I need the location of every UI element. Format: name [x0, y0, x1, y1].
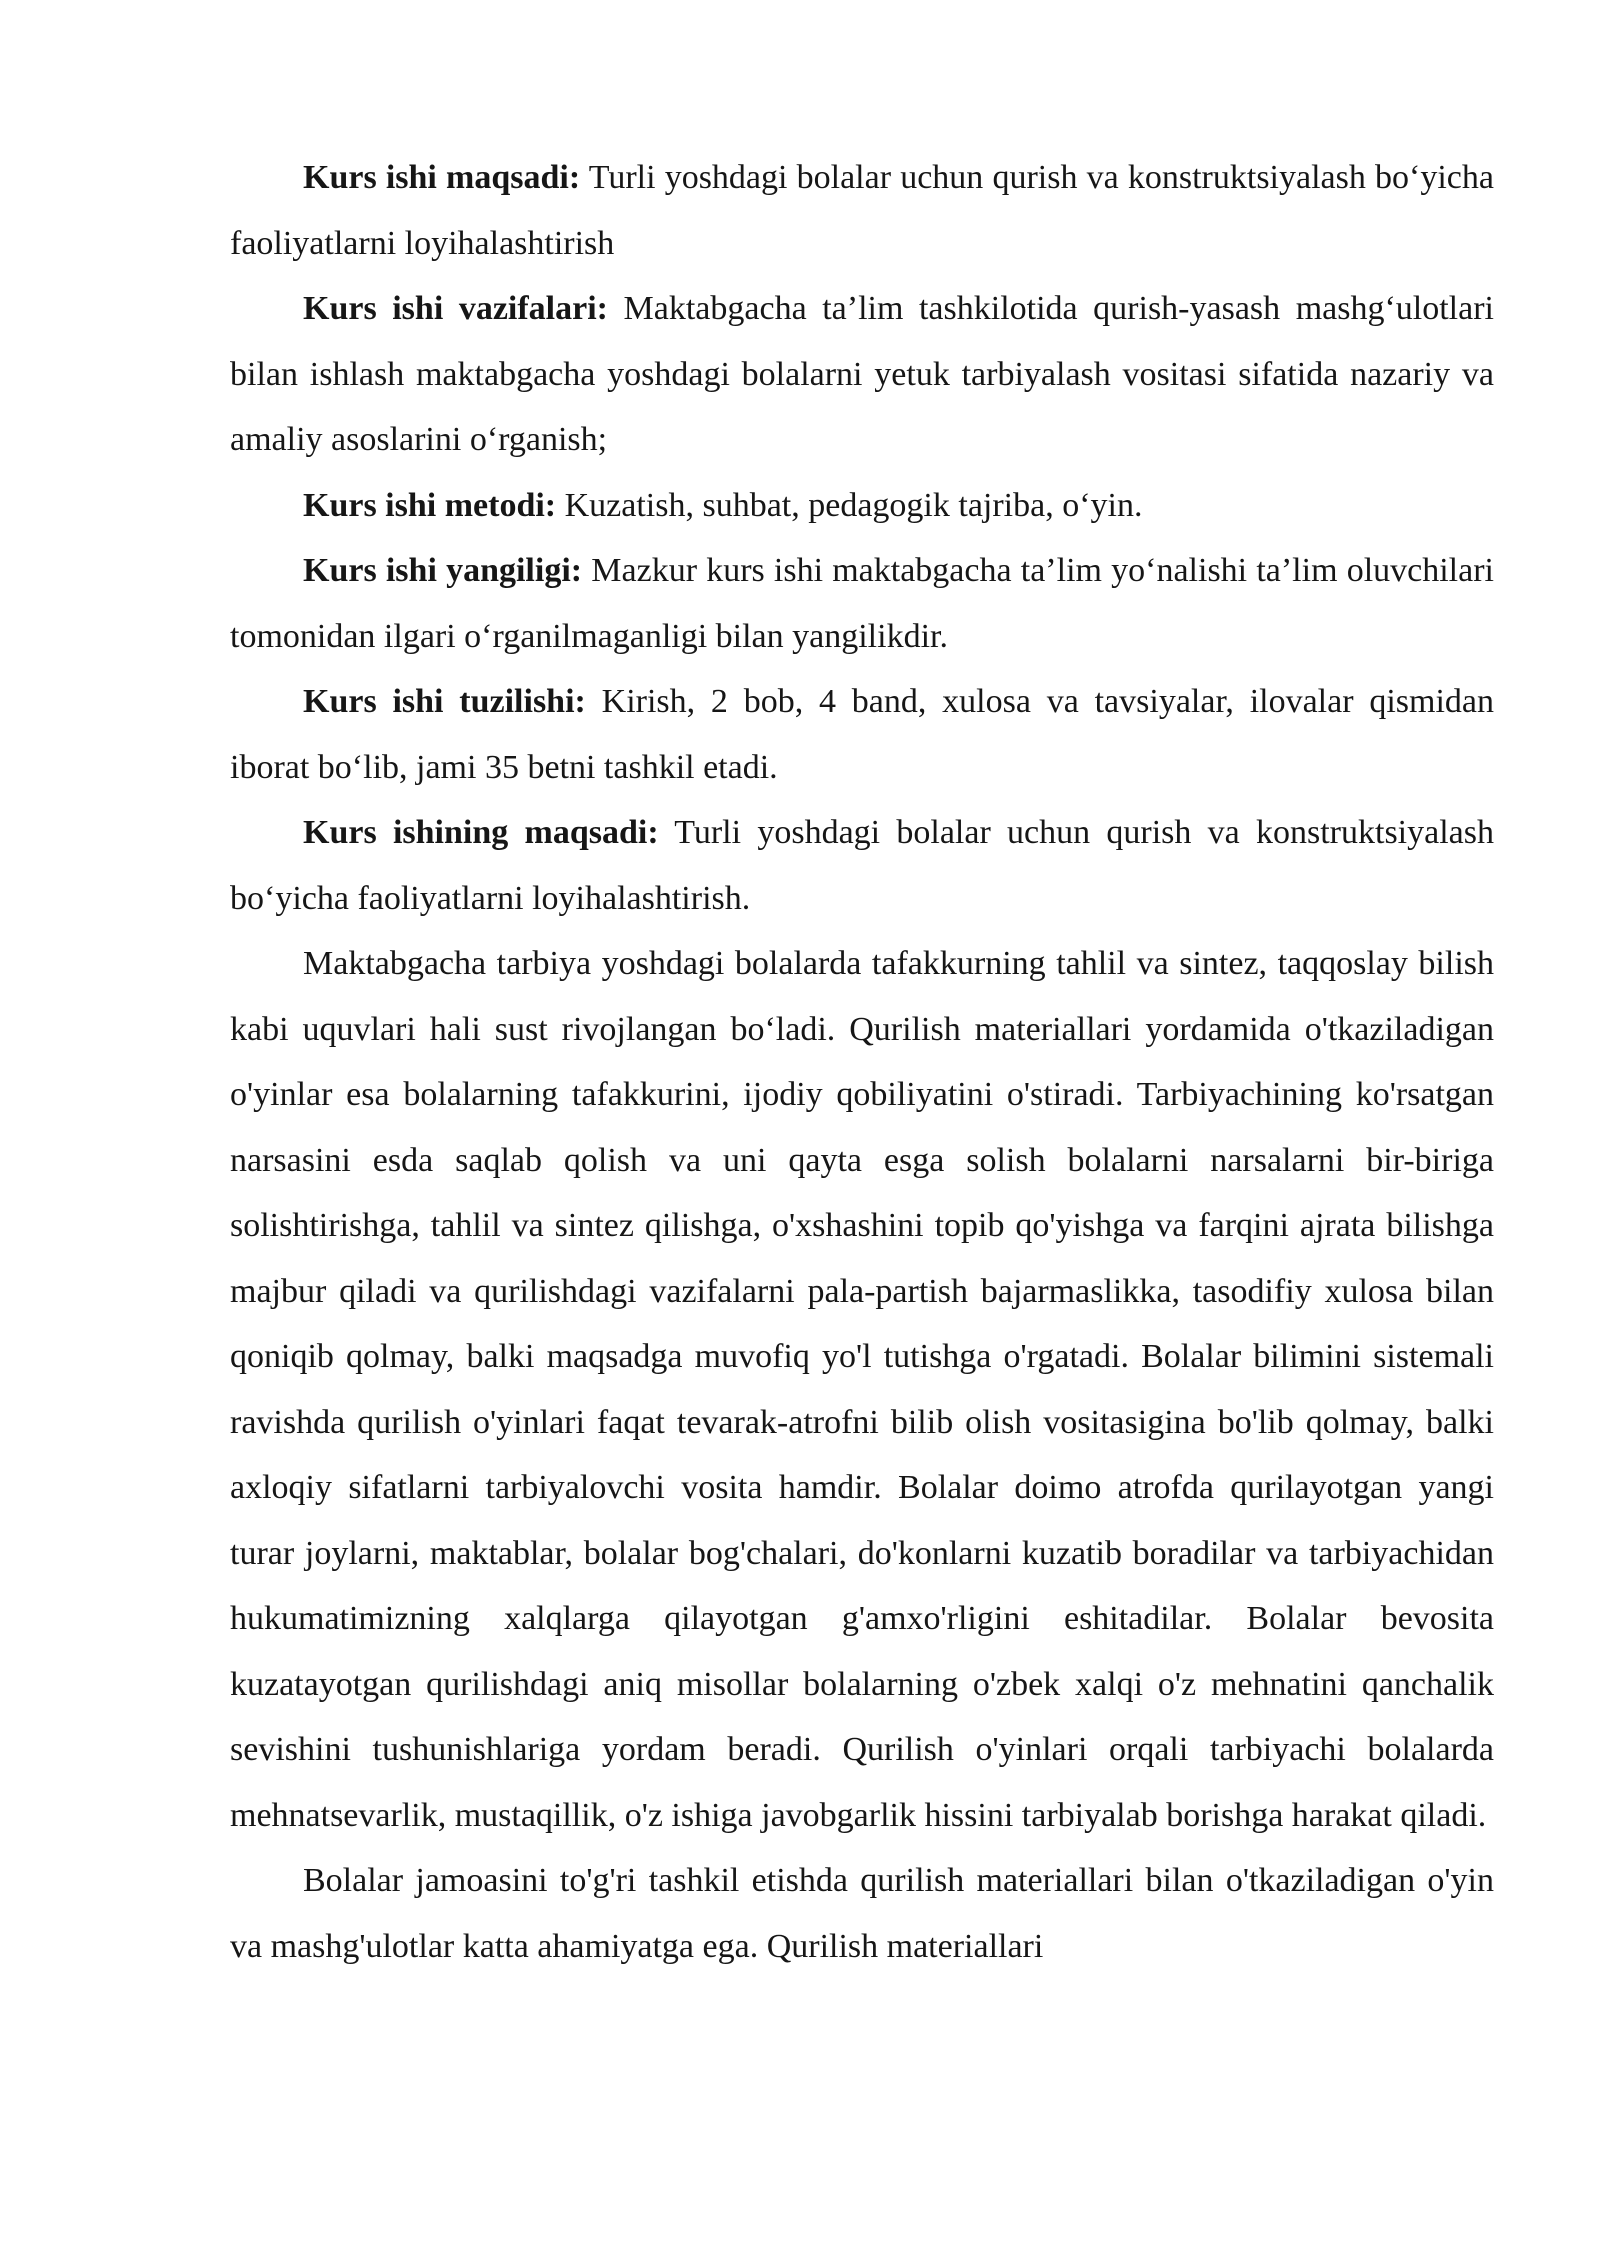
course-tasks-paragraph: [230, 276, 1494, 473]
course-goal-paragraph: [230, 145, 1494, 276]
course-purpose-paragraph: [230, 800, 1494, 931]
course-structure-paragraph: [230, 669, 1494, 800]
course-method-text: Kuzatish, suhbat, pedagogik tajriba, o‘yin.: [556, 486, 1143, 524]
course-goal-text: Turli yoshdagi bolalar uchun qurish va konstruktsiyalash bo‘yicha faoliyatlarni loyihalashtirish: [230, 159, 1494, 262]
course-method-label: Kurs ishi metodi:: [303, 486, 557, 524]
course-novelty-label: Kurs ishi yangiligi:: [303, 552, 583, 589]
course-method-paragraph: [230, 473, 1494, 539]
course-novelty-paragraph: [230, 538, 1494, 669]
document-page: [230, 145, 1494, 1979]
body-paragraph-2: Bolalar jamoasini to'g'ri tashkil etishda qurilish materiallari bilan o'tkaziladigan o'yin va mashg'ulotlar katta ahamiyatga ega. Qurilish materiallari: [230, 1862, 1494, 1965]
course-novelty-text: Mazkur kurs ishi maktabgacha ta’lim yo‘nalishi ta’lim oluvchilari tomonidan ilgari o‘rganilmaganligi bilan yangilikdir.: [230, 552, 1494, 655]
course-purpose-label: Kurs ishining maqsadi:: [303, 814, 659, 851]
course-tasks-text: Maktabgacha ta’lim tashkilotida qurish-yasash mashg‘ulotlari bilan ishlash maktabgacha yoshdagi bolalarni yetuk tarbiyalash vositasi sifatida nazariy va amaliy asoslarini o‘rganish;: [230, 290, 1494, 458]
course-structure-label: Kurs ishi tuzilishi:: [303, 683, 586, 720]
course-tasks-label: Kurs ishi vazifalari:: [303, 290, 608, 327]
course-goal-label: Kurs ishi maqsadi:: [303, 159, 581, 196]
course-purpose-text: Turli yoshdagi bolalar uchun qurish va konstruktsiyalash bo‘yicha faoliyatlarni loyihalashtirish.: [230, 814, 1494, 917]
body-paragraph-1: Maktabgacha tarbiya yoshdagi bolalarda tafakkurning tahlil va sintez, taqqoslay bilish kabi uquvlari hali sust rivojlangan bo‘ladi. Qurilish materiallari yordamida o'tkaziladigan o'yinlar esa bolalarning tafakkurini, ijodiy qobiliyatini o'stiradi. Tarbiyachining ko'rsatgan narsasini esda saqlab qolish va uni qayta esga solish bolalarni narsalarni bir-biriga solishtirishga, tahlil va sintez qilishga, o'xshashini topib qo'yishga va farqini ajrata bilishga majbur qiladi va qurilishdagi vazifalarni pala-partish bajarmaslikka, tasodifiy xulosa bilan qoniqib qolmay, balki maqsadga muvofiq yo'l tutishga o'rgatadi. Bolalar bilimini sistemali ravishda qurilish o'yinlari faqat tevarak-atrofni bilib olish vositasigina bo'lib qolmay, balki axloqiy sifatlarni tarbiyalovchi vosita hamdir. Bolalar doimo atrofda qurilayotgan yangi turar joylarni, maktablar, bolalar bog'chalari, do'konlarni kuzatib boradilar va tarbiyachidan hukumatimizning xalqlarga qilayotgan g'amxo'rligini eshitadilar. Bolalar bevosita kuzatayotgan qurilishdagi aniq misollar bolalarning o'zbek xalqi o'z mehnatini qanchalik sevishini tushunishlariga yordam beradi. Qurilish o'yinlari orqali tarbiyachi bolalarda mehnatsevarlik, mustaqillik, o'z ishiga javobgarlik hissini tarbiyalab borishga harakat qiladi.: [230, 945, 1494, 1834]
course-structure-text: Kirish, 2 bob, 4 band, xulosa va tavsiyalar, ilovalar qismidan iborat bo‘lib, jami 35 betni tashkil etadi.: [230, 683, 1494, 786]
